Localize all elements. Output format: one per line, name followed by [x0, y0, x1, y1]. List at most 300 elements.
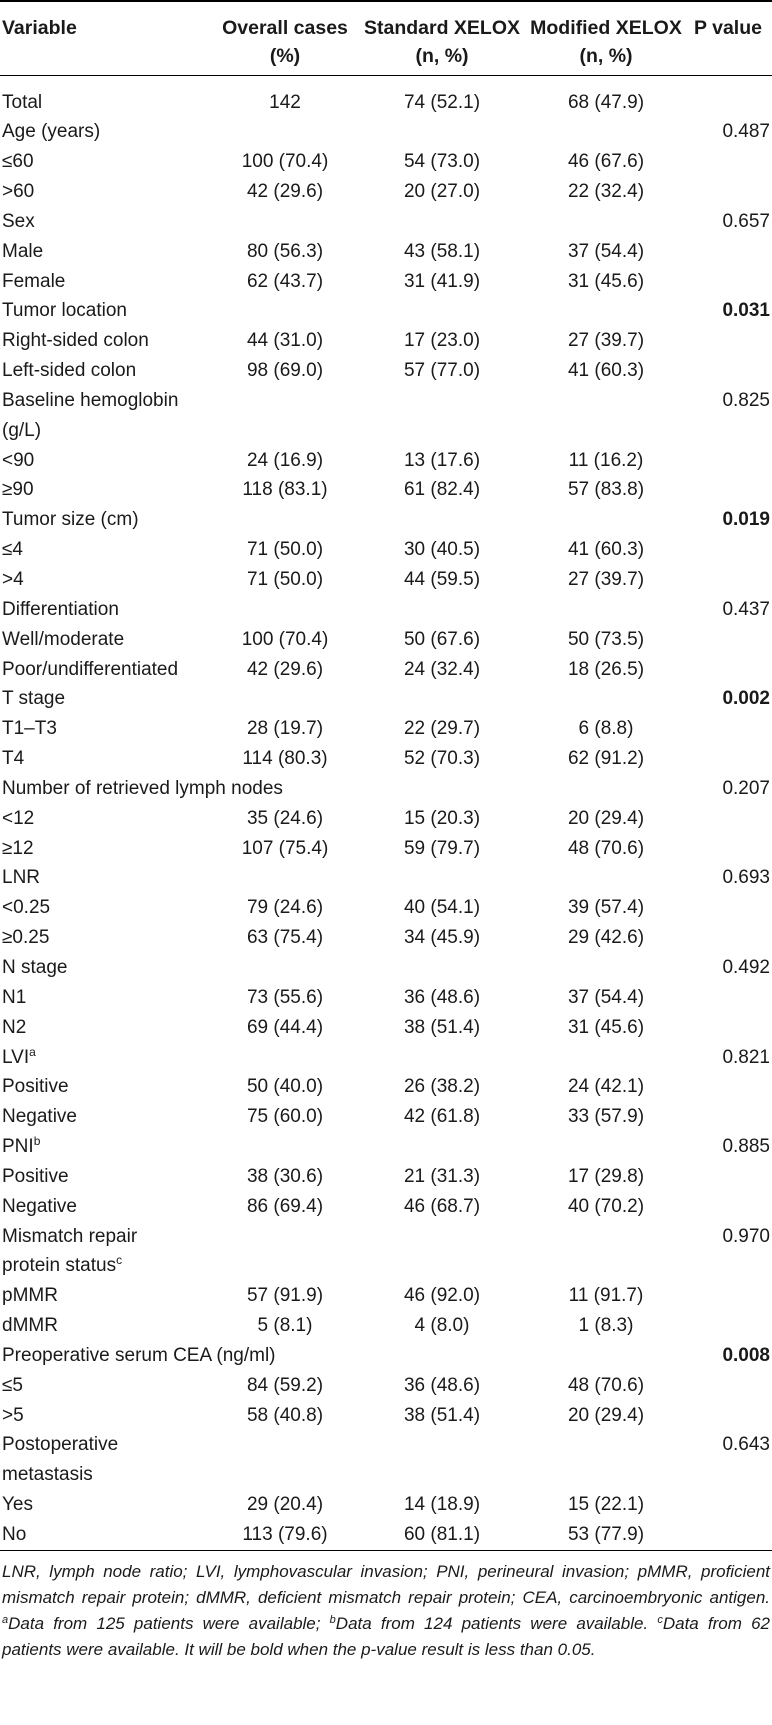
footnote-marker: b: [33, 1134, 41, 1149]
table-row: [0, 535, 772, 565]
cell-modified: 40 (70.2): [567, 1195, 645, 1217]
cell-pvalue: 0.885: [722, 1136, 770, 1158]
cell-overall: 98 (69.0): [246, 360, 324, 382]
cell-pvalue: [686, 475, 772, 505]
cell-overall: 63 (75.4): [246, 927, 324, 949]
footnote-sup-b: b: [329, 1613, 336, 1626]
cell-modified: 53 (77.9): [567, 1524, 645, 1545]
cell-modified: 50 (73.5): [567, 628, 645, 650]
cell-modified: 29 (42.6): [567, 927, 645, 949]
cell-variable: [0, 1281, 212, 1311]
footnote-abbreviations: LNR, lymph node ratio; LVI, lymphovascular invasion; PNI, perineural invasion; pMMR, proficient mismatch repair protein; dMMR, deficient mismatch repair protein; CEA, carcinoembryonic antigen.: [2, 1561, 770, 1607]
cell-variable: [0, 356, 212, 386]
table-row: [0, 296, 772, 326]
variable-label: <90: [2, 449, 35, 471]
variable-label: T stage: [2, 688, 66, 710]
cell-pvalue: 0.693: [722, 867, 770, 889]
cell-pvalue: [686, 1311, 772, 1341]
cell-modified: 33 (57.9): [567, 1106, 645, 1128]
table-row: [0, 1401, 772, 1431]
cell-pvalue: [686, 326, 772, 356]
cell-variable: [0, 1013, 212, 1043]
cell-overall: [212, 416, 358, 446]
cell-pvalue: [686, 267, 772, 297]
cell-standard: 57 (77.0): [403, 360, 481, 382]
cell-overall: 28 (19.7): [246, 718, 324, 740]
table-row: [0, 1072, 772, 1102]
cell-standard: 59 (79.7): [403, 837, 481, 859]
cell-pvalue: [686, 923, 772, 953]
cell-modified: 1 (8.3): [578, 1315, 634, 1337]
cell-pvalue: 0.657: [722, 210, 770, 232]
cell-pvalue: [686, 1251, 772, 1281]
cell-overall: 5 (8.1): [257, 1315, 313, 1337]
cell-standard: 31 (41.9): [403, 270, 481, 292]
table-row: [0, 1013, 772, 1043]
cell-modified: 68 (47.9): [567, 91, 645, 113]
variable-label: N stage: [2, 956, 68, 978]
cell-modified: 15 (22.1): [567, 1494, 645, 1516]
cell-modified: 37 (54.4): [567, 240, 645, 262]
cell-standard: [358, 1222, 526, 1252]
cell-overall: [212, 684, 358, 714]
table-row: [0, 565, 772, 595]
cell-variable: [0, 416, 212, 446]
cell-standard: [358, 1430, 526, 1460]
cell-overall: 71 (50.0): [246, 539, 324, 561]
header-modified: Modified XELOX (n, %): [530, 17, 682, 67]
variable-label: Sex: [2, 210, 35, 232]
cell-variable: [0, 207, 212, 237]
cell-overall: 62 (43.7): [246, 270, 324, 292]
cell-modified: 31 (45.6): [567, 270, 645, 292]
header-standard: Standard XELOX (n, %): [363, 17, 521, 67]
cell-overall: 29 (20.4): [246, 1494, 324, 1516]
table-row: [0, 505, 772, 535]
variable-label: No: [2, 1524, 27, 1545]
variable-label: dMMR: [2, 1315, 58, 1337]
cell-variable: [0, 1043, 212, 1073]
cell-variable: [0, 804, 212, 834]
cell-pvalue: [686, 147, 772, 177]
cell-pvalue: [686, 237, 772, 267]
table-row: [0, 147, 772, 177]
table-row: [0, 1222, 772, 1252]
cell-overall: [212, 207, 358, 237]
footnote-note-b: Data from 124 patients were available.: [335, 1613, 649, 1633]
table-row: [0, 117, 772, 147]
variable-label: Positive: [2, 1076, 69, 1098]
cell-standard: 38 (51.4): [403, 1016, 481, 1038]
table-row: [0, 267, 772, 297]
cell-standard: 13 (17.6): [403, 449, 481, 471]
cell-variable: [0, 1162, 212, 1192]
cell-overall: 69 (44.4): [246, 1016, 324, 1038]
variable-label: Negative: [2, 1106, 77, 1128]
table-body: [0, 75, 772, 1550]
cell-overall: [212, 505, 358, 535]
cell-overall: 107 (75.4): [241, 837, 329, 859]
cell-overall: 71 (50.0): [246, 569, 324, 590]
footnote-marker: c: [116, 1253, 123, 1268]
table-row: [0, 1251, 772, 1281]
cell-variable: [0, 237, 212, 267]
cell-modified: 18 (26.5): [567, 658, 645, 680]
header-pvalue: P value: [694, 17, 762, 39]
variable-label: LNR: [2, 867, 41, 889]
table-row: [0, 356, 772, 386]
cell-standard: [358, 296, 526, 326]
cell-standard: 21 (31.3): [403, 1165, 481, 1187]
cell-pvalue: 0.008: [722, 1344, 770, 1366]
cell-standard: 20 (27.0): [403, 181, 481, 203]
cell-pvalue: 0.821: [722, 1046, 770, 1068]
cell-variable: [0, 893, 212, 923]
cell-standard: 61 (82.4): [403, 479, 481, 501]
cell-standard: 44 (59.5): [403, 569, 481, 590]
cell-variable: [0, 983, 212, 1013]
table-row: [0, 75, 772, 117]
cell-variable: [0, 684, 212, 714]
variable-label: LVI: [2, 1046, 30, 1068]
cell-pvalue: [686, 1490, 772, 1520]
cell-overall: 24 (16.9): [246, 449, 324, 471]
cell-variable: [0, 1371, 212, 1401]
cell-standard: 40 (54.1): [403, 897, 481, 919]
variable-label: N1: [2, 986, 27, 1008]
table-row: [0, 1162, 772, 1192]
cell-standard: [358, 1251, 526, 1281]
cell-pvalue: [686, 446, 772, 476]
cell-pvalue: 0.643: [722, 1434, 770, 1456]
footnote-note-c: Data from 62 patients were available. It will be bold when the p-value result is less than 0.05.: [2, 1613, 771, 1659]
cell-modified: 62 (91.2): [567, 748, 645, 770]
cell-overall: [212, 296, 358, 326]
cell-modified: 48 (70.6): [567, 837, 645, 859]
cell-standard: [358, 863, 526, 893]
cell-modified: 6 (8.8): [578, 718, 634, 740]
cell-standard: 60 (81.1): [403, 1524, 481, 1545]
cell-modified: [526, 684, 686, 714]
variable-label: Negative: [2, 1195, 77, 1217]
cell-overall: 42 (29.6): [246, 181, 324, 203]
cell-modified: 27 (39.7): [567, 330, 645, 352]
cell-standard: [358, 684, 526, 714]
cell-standard: [358, 386, 526, 416]
cell-overall: 38 (30.6): [246, 1165, 324, 1187]
cell-modified: [526, 505, 686, 535]
cell-variable: [0, 1311, 212, 1341]
cell-variable: [0, 1251, 212, 1281]
cell-modified: 41 (60.3): [567, 539, 645, 561]
cell-variable: [0, 1072, 212, 1102]
cell-modified: 17 (29.8): [567, 1165, 645, 1187]
variable-label: Tumor location: [2, 300, 127, 322]
variable-label: >5: [2, 1404, 24, 1426]
variable-label: ≤60: [2, 151, 34, 173]
table-row: [0, 714, 772, 744]
table-row: [0, 923, 772, 953]
variable-label: >60: [2, 181, 35, 203]
cell-overall: 100 (70.4): [241, 151, 329, 173]
cell-pvalue: [686, 1520, 772, 1550]
cell-modified: [526, 953, 686, 983]
cell-pvalue: [686, 75, 772, 117]
cell-variable: [0, 1430, 212, 1460]
cell-standard: 74 (52.1): [403, 91, 481, 113]
cell-variable: [0, 505, 212, 535]
cell-pvalue: 0.492: [722, 956, 770, 978]
table-footnote: [0, 1551, 772, 1663]
cell-pvalue: [686, 1072, 772, 1102]
cell-modified: 27 (39.7): [567, 569, 645, 590]
cell-variable: [0, 1192, 212, 1222]
variable-label: metastasis: [2, 1464, 93, 1486]
cell-overall: 75 (60.0): [246, 1106, 324, 1128]
cell-pvalue: [686, 834, 772, 864]
table-row: [0, 1520, 772, 1550]
cell-standard: 4 (8.0): [414, 1315, 470, 1337]
variable-label: Postoperative: [2, 1434, 119, 1456]
cell-overall: [212, 386, 358, 416]
variable-label: <12: [2, 807, 35, 829]
cell-pvalue: 0.207: [722, 777, 770, 799]
cell-variable: [0, 625, 212, 655]
cell-modified: 46 (67.6): [567, 151, 645, 173]
cell-variable: [0, 744, 212, 774]
table-row: [0, 744, 772, 774]
variable-label: T1–T3: [2, 718, 57, 740]
cell-standard: [358, 595, 526, 625]
cell-standard: 46 (68.7): [403, 1195, 481, 1217]
variable-label: PNI: [2, 1136, 34, 1158]
cell-modified: 24 (42.1): [567, 1076, 645, 1098]
cell-modified: [526, 1043, 686, 1073]
table-row: [0, 1192, 772, 1222]
cell-modified: [526, 863, 686, 893]
cell-variable: [0, 296, 212, 326]
cell-overall: 84 (59.2): [246, 1374, 324, 1396]
footnote-note-a: Data from 125 patients were available;: [8, 1613, 321, 1633]
cell-standard: [358, 207, 526, 237]
cell-modified: 48 (70.6): [567, 1374, 645, 1396]
cell-standard: 54 (73.0): [403, 151, 481, 173]
cell-variable: [0, 75, 212, 117]
cell-pvalue: [686, 1401, 772, 1431]
cell-overall: 142: [269, 91, 301, 113]
table-row: [0, 1132, 772, 1162]
cell-variable: [0, 774, 686, 804]
cell-pvalue: [686, 804, 772, 834]
variable-label: N2: [2, 1016, 27, 1038]
cell-overall: 114 (80.3): [242, 748, 328, 770]
cell-variable: [0, 535, 212, 565]
cell-pvalue: [686, 1013, 772, 1043]
cell-overall: [212, 1460, 358, 1490]
cell-pvalue: 0.031: [722, 300, 770, 322]
cell-modified: [526, 1222, 686, 1252]
table-row: [0, 1460, 772, 1490]
cell-standard: 36 (48.6): [403, 986, 481, 1008]
variable-label: Mismatch repair: [2, 1225, 138, 1247]
table-row: [0, 1371, 772, 1401]
cell-overall: 73 (55.6): [246, 986, 324, 1008]
table-row: [0, 983, 772, 1013]
cell-variable: [0, 177, 212, 207]
cell-overall: 35 (24.6): [246, 807, 324, 829]
variable-label: Right-sided colon: [2, 330, 149, 352]
cell-modified: [526, 117, 686, 147]
cell-overall: 118 (83.1): [242, 479, 328, 501]
cell-standard: 52 (70.3): [403, 748, 481, 770]
variable-label: Number of retrieved lymph nodes: [2, 777, 283, 799]
variable-label: Total: [2, 91, 43, 113]
cell-overall: 58 (40.8): [246, 1404, 324, 1426]
variable-label: Tumor size (cm): [2, 509, 139, 531]
table-row: [0, 1102, 772, 1132]
table-row: [0, 207, 772, 237]
cell-overall: [212, 1430, 358, 1460]
cell-variable: [0, 923, 212, 953]
cell-pvalue: [686, 1281, 772, 1311]
cell-variable: [0, 326, 212, 356]
cell-pvalue: [686, 893, 772, 923]
variable-label: ≤4: [2, 539, 23, 561]
cell-standard: 38 (51.4): [403, 1404, 481, 1426]
table-header: [0, 1, 772, 75]
cell-overall: 42 (29.6): [246, 658, 324, 680]
cell-standard: 36 (48.6): [403, 1374, 481, 1396]
cell-variable: [0, 834, 212, 864]
cell-pvalue: [686, 1371, 772, 1401]
variable-label: >4: [2, 569, 24, 590]
cell-standard: 24 (32.4): [403, 658, 481, 680]
variable-label: Female: [2, 270, 66, 292]
table-row: [0, 1281, 772, 1311]
cell-variable: [0, 147, 212, 177]
cell-variable: [0, 655, 212, 685]
cell-variable: [0, 1102, 212, 1132]
variable-label: Yes: [2, 1494, 33, 1516]
cell-variable: [0, 446, 212, 476]
table-row: [0, 386, 772, 416]
table-row: [0, 1341, 772, 1371]
cell-modified: 11 (16.2): [568, 449, 644, 471]
variable-label: ≥12: [2, 837, 34, 859]
table-row: [0, 655, 772, 685]
cell-pvalue: [686, 416, 772, 446]
footnote-sup-a: a: [2, 1613, 9, 1626]
cell-pvalue: [686, 1162, 772, 1192]
header-overall: Overall cases (%): [222, 17, 348, 67]
table-row: [0, 893, 772, 923]
cell-pvalue: 0.825: [722, 389, 770, 411]
cell-pvalue: 0.019: [722, 509, 770, 531]
cell-modified: 57 (83.8): [567, 479, 645, 501]
cell-standard: 46 (92.0): [403, 1285, 481, 1307]
cell-overall: 100 (70.4): [241, 628, 329, 650]
variable-label: T4: [2, 748, 25, 770]
cell-modified: [526, 416, 686, 446]
cell-modified: 41 (60.3): [567, 360, 645, 382]
cell-variable: [0, 1132, 212, 1162]
cell-modified: [526, 1251, 686, 1281]
cell-pvalue: [686, 744, 772, 774]
cell-standard: 15 (20.3): [403, 807, 481, 829]
cell-modified: 22 (32.4): [567, 181, 645, 203]
variable-label: Well/moderate: [2, 628, 125, 650]
cell-pvalue: [686, 1460, 772, 1490]
cell-standard: [358, 1460, 526, 1490]
cell-variable: [0, 714, 212, 744]
variable-label: pMMR: [2, 1285, 58, 1307]
cell-modified: 39 (57.4): [567, 897, 645, 919]
table-row: [0, 446, 772, 476]
variable-label: (g/L): [2, 419, 42, 441]
variable-label: Preoperative serum CEA (ng/ml): [2, 1344, 276, 1366]
variable-label: ≥90: [2, 479, 34, 501]
cell-overall: [212, 1251, 358, 1281]
cell-modified: [526, 1132, 686, 1162]
cell-variable: [0, 1490, 212, 1520]
cell-overall: [212, 117, 358, 147]
cell-overall: 50 (40.0): [246, 1076, 324, 1098]
cell-pvalue: [686, 1192, 772, 1222]
cell-modified: [526, 386, 686, 416]
cell-modified: [526, 1430, 686, 1460]
variable-label: ≤5: [2, 1374, 23, 1396]
cell-standard: 22 (29.7): [403, 718, 481, 740]
cell-overall: 86 (69.4): [246, 1195, 324, 1217]
cell-standard: 30 (40.5): [403, 539, 481, 561]
cell-modified: 31 (45.6): [567, 1016, 645, 1038]
header-variable: Variable: [2, 17, 77, 39]
cell-standard: 42 (61.8): [403, 1106, 481, 1128]
cell-overall: [212, 595, 358, 625]
cell-variable: [0, 1520, 212, 1550]
cell-variable: [0, 1341, 686, 1371]
cell-variable: [0, 953, 212, 983]
cell-modified: 37 (54.4): [567, 986, 645, 1008]
cell-standard: 14 (18.9): [403, 1494, 481, 1516]
table-row: [0, 237, 772, 267]
table-row: [0, 475, 772, 505]
variable-label: protein status: [2, 1255, 117, 1277]
cell-standard: 17 (23.0): [403, 330, 481, 352]
cell-variable: [0, 117, 212, 147]
cell-variable: [0, 863, 212, 893]
cell-variable: [0, 475, 212, 505]
cell-pvalue: [686, 655, 772, 685]
table-row: [0, 834, 772, 864]
cell-modified: 11 (91.7): [568, 1285, 644, 1307]
cell-modified: [526, 595, 686, 625]
table-row: [0, 177, 772, 207]
cell-pvalue: [686, 565, 772, 595]
cell-overall: 79 (24.6): [246, 897, 324, 919]
cell-pvalue: [686, 1102, 772, 1132]
cell-overall: [212, 863, 358, 893]
variable-label: ≥0.25: [2, 927, 50, 949]
table-row: [0, 774, 772, 804]
variable-label: Differentiation: [2, 598, 119, 620]
footnote-sup-c: c: [657, 1613, 663, 1626]
cell-standard: 50 (67.6): [403, 628, 481, 650]
cell-overall: 57 (91.9): [246, 1285, 324, 1307]
table-row: [0, 416, 772, 446]
cell-pvalue: [686, 714, 772, 744]
cell-variable: [0, 1222, 212, 1252]
